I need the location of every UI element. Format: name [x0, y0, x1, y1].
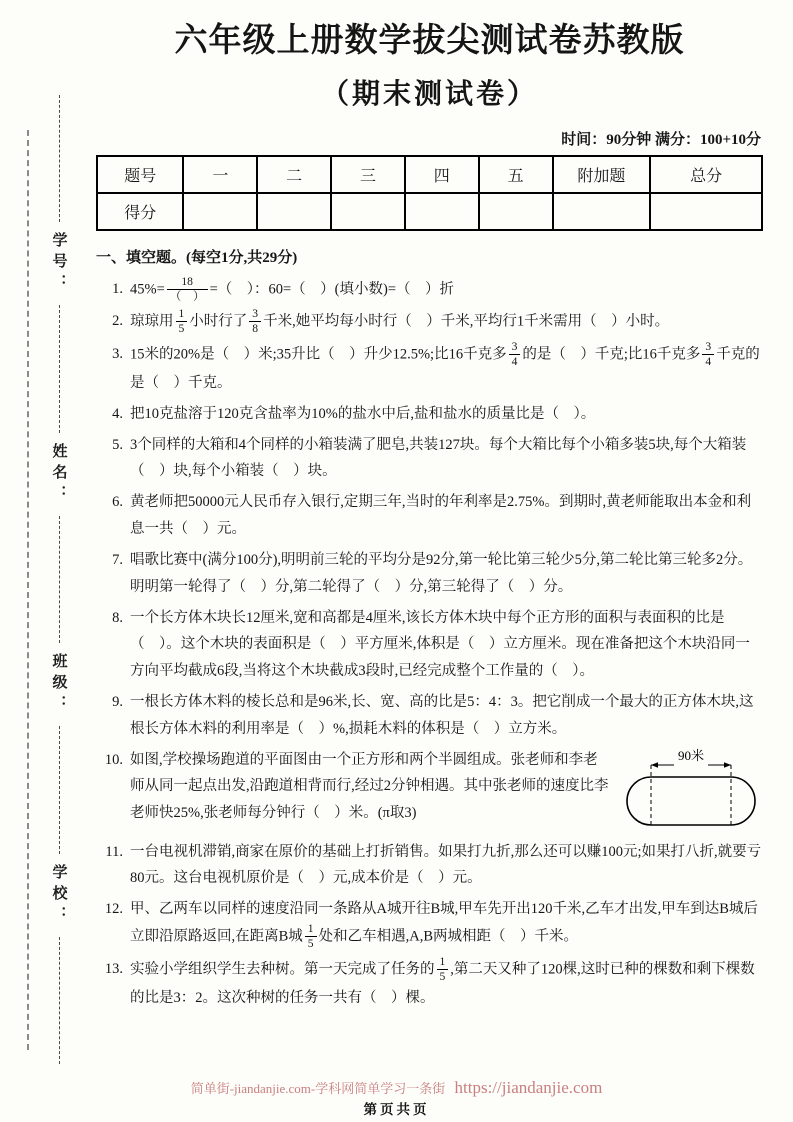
question-8 — [96, 605, 763, 685]
fraction: $\frac{3}{4}$ — [509, 340, 521, 369]
score-col-extra: 附加题 — [553, 156, 651, 193]
student-id-label: 学号： — [50, 232, 67, 296]
student-info-sidebar — [45, 95, 73, 1064]
question-text: 甲、乙两车以同样的速度沿同一条路从A城开往B城,甲车先开出120千米,乙车才出发,甲车到达B城后立即沿原路返回,在距离B城 $\frac{1}{5}$ 处和乙车相遇,A,B两城相距（ ）千米。 — [130, 901, 758, 950]
question-text: 唱歌比赛中(满分100分),明明前三轮的平均分是92分,第一轮比第三轮少5分,第二轮比第三轮多2分。明明第一轮得了（ ）分,第二轮得了（ ）分,第三轮得了（ ）分。 — [130, 551, 753, 595]
question-6 — [96, 489, 763, 543]
score-table — [96, 155, 763, 231]
score-cell-empty — [183, 193, 257, 230]
fraction: $\frac{1}{5}$ — [437, 955, 449, 984]
score-col-total: 总分 — [650, 156, 762, 193]
question-13 — [96, 956, 763, 1012]
main-content — [96, 22, 763, 1011]
section-title: 一、填空题。(每空1分,共29分) — [96, 249, 298, 266]
question-text: 一个长方体木块长12厘米,宽和高都是4厘米,该长方体木块中每个正方形的面积与表面积的比是（ ）。这个木块的表面积是（ ）平方厘米,体积是（ ）立方厘米。现在准备把这个木块沿同一方向平均截成6段,当将这个木块截成3段时,已经完成整个工作量的（ ）。 — [130, 609, 750, 680]
score-col-2: 二 — [257, 156, 331, 193]
score-col-5: 五 — [479, 156, 553, 193]
score-table-header-row — [97, 156, 762, 193]
exam-time-score-info: 时间：90分钟 满分：100+10分 — [561, 131, 761, 148]
question-number: 1. — [112, 280, 123, 297]
question-text: 3个同样的大箱和4个同样的小箱装满了肥皂,共装127块。每个大箱比每个小箱多装5块,每个大箱装（ ）块,每个小箱装（ ）块。 — [130, 436, 747, 480]
question-9 — [96, 689, 763, 743]
score-col-question-no: 题号 — [97, 156, 183, 193]
question-number: 5. — [112, 436, 123, 453]
question-number: 3. — [112, 346, 123, 363]
fraction: $\frac{3}{4}$ — [702, 340, 714, 369]
fill-in-line — [59, 305, 60, 432]
score-col-4: 四 — [405, 156, 479, 193]
question-1 — [96, 276, 763, 305]
fraction: $\frac{1}{5}$ — [305, 922, 317, 951]
score-col-1: 一 — [183, 156, 257, 193]
question-11 — [96, 839, 763, 893]
question-12 — [96, 896, 763, 952]
question-3 — [96, 341, 763, 397]
score-cell-empty — [331, 193, 405, 230]
question-text — [130, 747, 763, 835]
watermark-line — [0, 1078, 793, 1098]
question-5 — [96, 432, 763, 486]
question-text: 45%= $\frac{18}{( )}$ =（ ）：60=（ ）(填小数)=（ ）折 — [130, 274, 455, 303]
question-text: 琼琼用 $\frac{1}{5}$ 小时行了 $\frac{3}{8}$ 千米,她平均每小时行（ ）千米,平均行1千米需用（ ）小时。 — [130, 307, 670, 336]
diagram-length-label: 90米 — [677, 747, 705, 763]
class-label: 班级： — [50, 653, 67, 717]
question-number: 8. — [112, 609, 123, 626]
score-cell-empty — [650, 193, 762, 230]
question-text: 把10克盐溶于120克含盐率为10%的盐水中后,盐和盐水的质量比是（ ）。 — [130, 405, 596, 422]
score-row-label: 得分 — [97, 193, 183, 230]
question-number: 9. — [112, 693, 123, 710]
score-col-3: 三 — [331, 156, 405, 193]
question-7 — [96, 547, 763, 601]
question-4 — [96, 401, 763, 428]
seal-dashed-line — [27, 130, 29, 1050]
score-table-score-row — [97, 193, 762, 230]
fill-in-line — [59, 726, 60, 853]
question-number: 4. — [112, 405, 123, 422]
question-number: 11. — [105, 843, 123, 860]
question-2 — [96, 308, 763, 337]
question-text-body: 如图,学校操场跑道的平面图由一个正方形和两个半圆组成。张老师和李老师从同一起点出发,沿跑道相背而行,经过2分钟相遇。其中张老师的速度比李老师快25%,张老师每分钟行（ ）米。(π取3) — [130, 751, 609, 822]
score-cell-empty — [553, 193, 651, 230]
running-track-diagram — [621, 747, 763, 833]
question-text: 一根长方体木料的棱长总和是96米,长、宽、高的比是5：4：3。把它削成一个最大的正方体木块,这根长方体木料的利用率是（ ）%,损耗木料的体积是（ ）立方米。 — [130, 693, 754, 737]
fill-in-line — [59, 937, 60, 1064]
question-text: 15米的20%是（ ）米;35升比（ ）升少12.5%;比16千克多 $\frac{3}{4}$ 的是（ ）千克;比16千克多 $\frac{3}{4}$ 千克的是（ ）千克。 — [130, 340, 760, 392]
page-number-info: 第页共页 — [363, 1102, 430, 1117]
score-cell-empty — [479, 193, 553, 230]
fraction: $\frac{1}{5}$ — [176, 307, 188, 336]
page-title: 六年级上册数学拔尖测试卷苏教版 — [174, 23, 685, 59]
page-subtitle: （期末测试卷） — [320, 78, 538, 110]
fraction: $\frac{18}{( )}$ — [167, 275, 208, 304]
question-number: 2. — [112, 313, 123, 330]
fill-in-line — [59, 95, 60, 222]
question-number: 7. — [112, 551, 123, 568]
track-diagram-svg — [621, 747, 763, 833]
score-cell-empty — [405, 193, 479, 230]
question-text: 实验小学组织学生去种树。第一天完成了任务的 $\frac{1}{5}$ ,第二天又种了120棵,这时已种的棵数和剩下棵数的比是3：2。这次种树的任务一共有（ ）棵。 — [130, 954, 755, 1006]
question-number: 6. — [112, 494, 123, 511]
school-label: 学校： — [50, 863, 67, 927]
score-cell-empty — [257, 193, 331, 230]
question-text: 一台电视机滞销,商家在原价的基础上打折销售。如果打九折,那么还可以赚100元;如果打八折,就要亏80元。这台电视机原价是（ ）元,成本价是（ ）元。 — [130, 843, 762, 887]
question-text: 黄老师把50000元人民币存入银行,定期三年,当时的年利率是2.75%。到期时,黄老师能取出本金和利息一共（ ）元。 — [130, 494, 752, 538]
question-number: 10. — [104, 751, 123, 768]
watermark-url: https://jiandanjie.com — [454, 1078, 603, 1097]
stadium-shape — [627, 777, 755, 825]
question-number: 12. — [104, 901, 123, 918]
fraction: $\frac{3}{8}$ — [249, 307, 261, 336]
watermark-text: 简单街-jiandanjie.com-学科网简单学习一条街 — [190, 1081, 446, 1096]
student-name-label: 姓名： — [50, 442, 67, 506]
question-10 — [96, 747, 763, 835]
question-number: 13. — [104, 960, 123, 977]
fill-in-line — [59, 516, 60, 643]
